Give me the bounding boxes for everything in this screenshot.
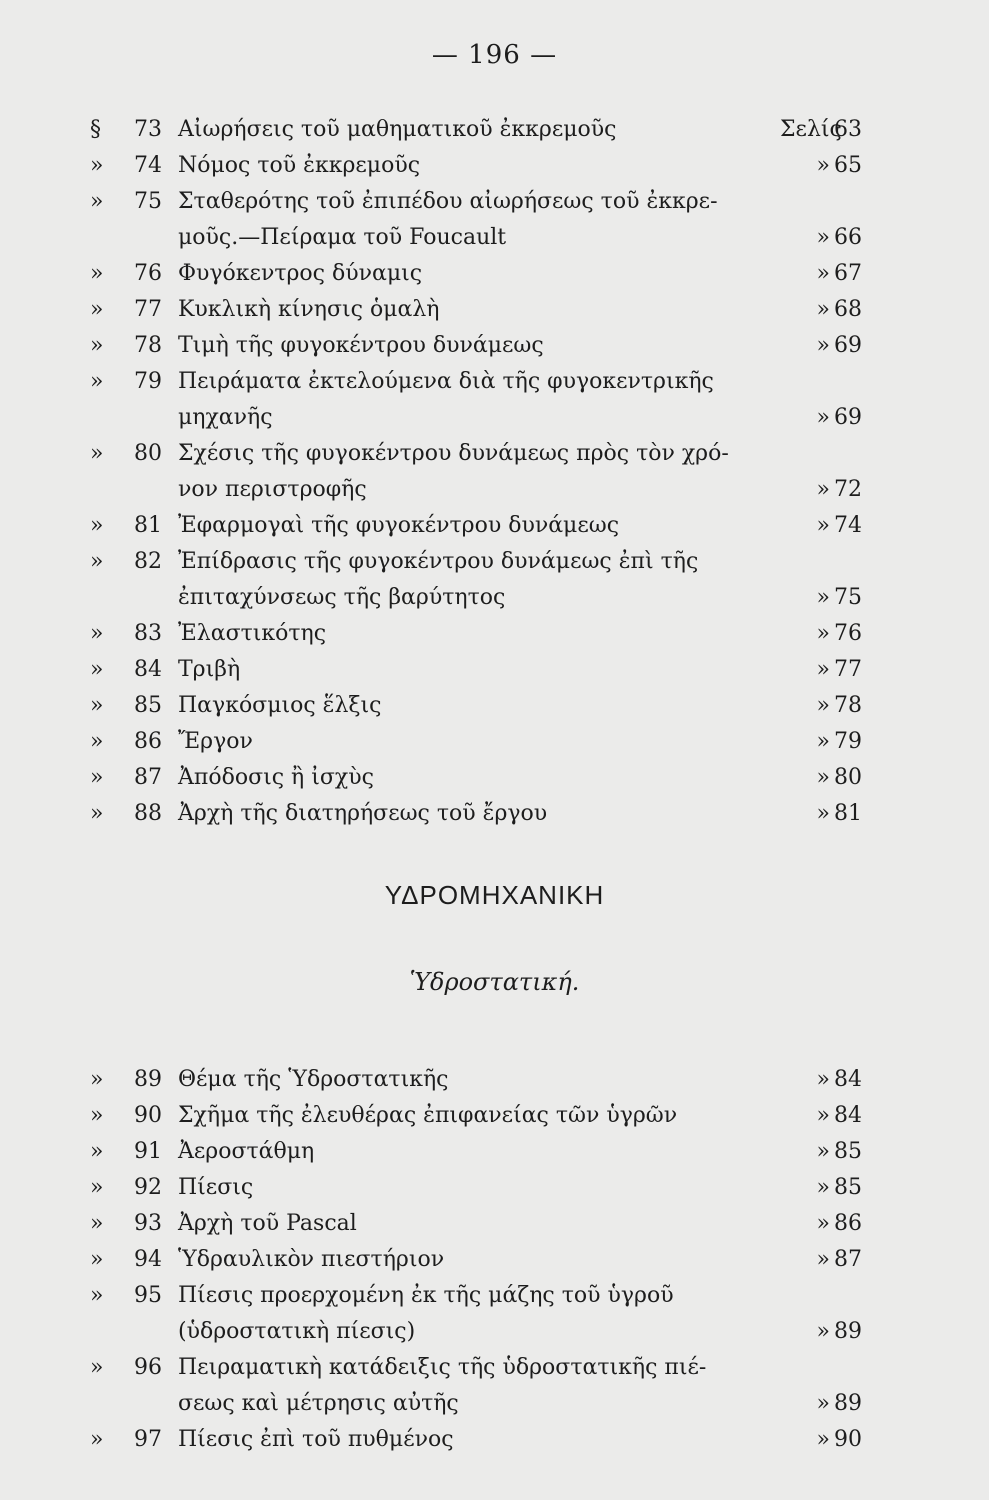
entry-title: Σχέσις τῆς φυγοκέντρου δυνάμεως πρὸς τὸν χρό- xyxy=(178,441,729,466)
ditto-mark: » xyxy=(816,513,830,538)
toc-entry xyxy=(0,436,989,476)
entry-page: 69 xyxy=(834,405,862,430)
entry-number: 95 xyxy=(134,1283,162,1308)
toc-entry-continuation xyxy=(0,220,989,260)
ditto-mark: » xyxy=(90,549,104,574)
ditto-mark: » xyxy=(90,801,104,826)
entry-page: 74 xyxy=(834,513,862,538)
ditto-mark: » xyxy=(90,729,104,754)
ditto-mark: » xyxy=(816,621,830,646)
entry-number: 83 xyxy=(134,621,162,646)
toc-entry xyxy=(0,1134,989,1174)
ditto-mark: » xyxy=(90,369,104,394)
ditto-mark: » xyxy=(816,225,830,250)
entry-number: 92 xyxy=(134,1175,162,1200)
entry-title: Αἰωρήσεις τοῦ μαθηματικοῦ ἐκκρεμοῦς xyxy=(178,117,617,142)
entry-page: 84 xyxy=(834,1067,862,1092)
entry-title: Τιμὴ τῆς φυγοκέντρου δυνάμεως xyxy=(178,333,544,358)
entry-page: 75 xyxy=(834,585,862,610)
ditto-mark: » xyxy=(816,1103,830,1128)
toc-entry xyxy=(0,652,989,692)
ditto-mark: » xyxy=(90,261,104,286)
entry-title: Ἐφαρμογαὶ τῆς φυγοκέντρου δυνάμεως xyxy=(178,513,620,538)
entry-number: 84 xyxy=(134,657,162,682)
ditto-mark: » xyxy=(90,657,104,682)
page-label: Σελίς xyxy=(780,117,842,142)
entry-title-continued: μοῦς.—Πείραμα τοῦ Foucault xyxy=(178,225,507,250)
entry-page: 89 xyxy=(834,1319,862,1344)
toc-entry-continuation xyxy=(0,580,989,620)
toc-entry xyxy=(0,688,989,728)
entry-page: 86 xyxy=(834,1211,862,1236)
entry-title: Ἀρχὴ τῆς διατηρήσεως τοῦ ἔργου xyxy=(178,801,548,826)
entry-number: 73 xyxy=(134,117,162,142)
toc-entry xyxy=(0,256,989,296)
ditto-mark: » xyxy=(90,1211,104,1236)
toc-entry xyxy=(0,616,989,656)
ditto-mark: » xyxy=(816,297,830,322)
entry-number: 96 xyxy=(134,1355,162,1380)
entry-page: 84 xyxy=(834,1103,862,1128)
ditto-mark: » xyxy=(816,765,830,790)
ditto-mark: » xyxy=(90,621,104,646)
entry-number: 85 xyxy=(134,693,162,718)
entry-title: Φυγόκεντρος δύναμις xyxy=(178,261,423,286)
toc-entry xyxy=(0,1206,989,1246)
entry-page: 85 xyxy=(834,1175,862,1200)
entry-title: Ἐπίδρασις τῆς φυγοκέντρου δυνάμεως ἐπὶ τῆς xyxy=(178,549,699,574)
toc-entry xyxy=(0,1062,989,1102)
ditto-mark: » xyxy=(816,585,830,610)
ditto-mark: » xyxy=(90,333,104,358)
entry-title: Παγκόσμιος ἕλξις xyxy=(178,693,382,718)
ditto-mark: » xyxy=(90,297,104,322)
ditto-mark: » xyxy=(90,1139,104,1164)
toc-entry xyxy=(0,1242,989,1282)
ditto-mark: » xyxy=(816,1391,830,1416)
entry-page: 80 xyxy=(834,765,862,790)
entry-page: 78 xyxy=(834,693,862,718)
ditto-mark: » xyxy=(816,1067,830,1092)
ditto-mark: » xyxy=(816,1247,830,1272)
entry-number: 88 xyxy=(134,801,162,826)
ditto-mark: » xyxy=(816,729,830,754)
entry-title: Πίεσις xyxy=(178,1175,254,1200)
entry-page: 89 xyxy=(834,1391,862,1416)
entry-page: 90 xyxy=(834,1427,862,1452)
toc-entry xyxy=(0,796,989,836)
entry-number: 80 xyxy=(134,441,162,466)
ditto-mark: » xyxy=(90,693,104,718)
entry-page: 69 xyxy=(834,333,862,358)
ditto-mark: » xyxy=(816,477,830,502)
entry-number: 78 xyxy=(134,333,162,358)
entry-page: 72 xyxy=(834,477,862,502)
toc-entry xyxy=(0,1098,989,1138)
entry-title: Πίεσις ἐπὶ τοῦ πυθμένος xyxy=(178,1427,454,1452)
toc-entry xyxy=(0,148,989,188)
ditto-mark: » xyxy=(816,405,830,430)
entry-page: 76 xyxy=(834,621,862,646)
entry-number: 75 xyxy=(134,189,162,214)
toc-entry xyxy=(0,508,989,548)
toc-entry xyxy=(0,760,989,800)
ditto-mark: » xyxy=(90,513,104,538)
entry-number: 82 xyxy=(134,549,162,574)
entry-title: Πειραματικὴ κατάδειξις τῆς ὑδροστατικῆς πιέ- xyxy=(178,1355,707,1380)
ditto-mark: » xyxy=(816,333,830,358)
ditto-mark: » xyxy=(90,1427,104,1452)
entry-page: 65 xyxy=(834,153,862,178)
ditto-mark: » xyxy=(816,657,830,682)
entry-title-continued: σεως καὶ μέτρησις αὐτῆς xyxy=(178,1391,459,1416)
entry-title: Θέμα τῆς Ὑδροστατικῆς xyxy=(178,1067,449,1092)
toc-entry xyxy=(0,724,989,764)
entry-title: Ἐλαστικότης xyxy=(178,621,327,646)
section-mark: § xyxy=(90,117,101,142)
entry-number: 93 xyxy=(134,1211,162,1236)
toc-entry xyxy=(0,364,989,404)
page-number: — 196 — xyxy=(431,40,558,70)
ditto-mark: » xyxy=(90,153,104,178)
entry-number: 76 xyxy=(134,261,162,286)
toc-entry xyxy=(0,292,989,332)
entry-page: 85 xyxy=(834,1139,862,1164)
ditto-mark: » xyxy=(90,1103,104,1128)
ditto-mark: » xyxy=(816,1139,830,1164)
toc-entry-continuation xyxy=(0,1314,989,1354)
toc-entry-continuation xyxy=(0,472,989,512)
entry-page: 63 xyxy=(834,117,862,142)
toc-entry xyxy=(0,184,989,224)
entry-number: 91 xyxy=(134,1139,162,1164)
ditto-mark: » xyxy=(90,765,104,790)
entry-title: Ἀρχὴ τοῦ Pascal xyxy=(178,1211,357,1236)
toc-entry xyxy=(0,1278,989,1318)
ditto-mark: » xyxy=(90,189,104,214)
entry-number: 81 xyxy=(134,513,162,538)
ditto-mark: » xyxy=(816,153,830,178)
entry-number: 77 xyxy=(134,297,162,322)
entry-number: 86 xyxy=(134,729,162,754)
ditto-mark: » xyxy=(816,1319,830,1344)
entry-title: Τριβὴ xyxy=(178,657,241,682)
entry-title: Σχῆμα τῆς ἐλευθέρας ἐπιφανείας τῶν ὑγρῶν xyxy=(178,1103,678,1128)
toc-entry-continuation xyxy=(0,1386,989,1426)
toc-entry xyxy=(0,1350,989,1390)
entry-title-continued: (ὑδροστατικὴ πίεσις) xyxy=(178,1319,416,1344)
entry-title: Πίεσις προερχομένη ἐκ τῆς μάζης τοῦ ὑγροῦ xyxy=(178,1283,674,1308)
ditto-mark: » xyxy=(90,1283,104,1308)
chapter-heading: ΥΔΡΟΜΗΧΑΝΙΚΗ xyxy=(384,880,605,910)
toc-entry xyxy=(0,1422,989,1462)
entry-page: 77 xyxy=(834,657,862,682)
toc-entry xyxy=(0,1170,989,1210)
ditto-mark: » xyxy=(816,1427,830,1452)
ditto-mark: » xyxy=(816,693,830,718)
entry-title: Ὑδραυλικὸν πιεστήριον xyxy=(178,1247,445,1272)
ditto-mark: » xyxy=(816,1211,830,1236)
entry-title-continued: νον περιστροφῆς xyxy=(178,477,367,502)
toc-entry-continuation xyxy=(0,400,989,440)
entry-title: Νόμος τοῦ ἐκκρεμοῦς xyxy=(178,153,421,178)
entry-page: 87 xyxy=(834,1247,862,1272)
entry-page: 81 xyxy=(834,801,862,826)
ditto-mark: » xyxy=(90,1067,104,1092)
entry-title-continued: ἐπιταχύνσεως τῆς βαρύτητος xyxy=(178,585,506,610)
entry-page: 67 xyxy=(834,261,862,286)
ditto-mark: » xyxy=(90,1175,104,1200)
entry-title: Ἀπόδοσις ἢ ἰσχὺς xyxy=(178,765,374,790)
entry-number: 79 xyxy=(134,369,162,394)
entry-page: 66 xyxy=(834,225,862,250)
entry-number: 74 xyxy=(134,153,162,178)
entry-number: 97 xyxy=(134,1427,162,1452)
entry-number: 89 xyxy=(134,1067,162,1092)
ditto-mark: » xyxy=(816,1175,830,1200)
toc-entry xyxy=(0,112,989,152)
ditto-mark: » xyxy=(90,1247,104,1272)
ditto-mark: » xyxy=(816,261,830,286)
entry-number: 90 xyxy=(134,1103,162,1128)
ditto-mark: » xyxy=(90,441,104,466)
entry-title: Ἀεροστάθμη xyxy=(178,1139,315,1164)
toc-entry xyxy=(0,328,989,368)
entry-page: 79 xyxy=(834,729,862,754)
entry-title-continued: μηχανῆς xyxy=(178,405,273,430)
entry-title: Σταθερότης τοῦ ἐπιπέδου αἰωρήσεως τοῦ ἐκκρε- xyxy=(178,189,718,214)
ditto-mark: » xyxy=(90,1355,104,1380)
section-heading: Ὑδροστατική. xyxy=(409,968,580,996)
entry-title: Πειράματα ἐκτελούμενα διὰ τῆς φυγοκεντρικῆς xyxy=(178,369,714,394)
entry-number: 94 xyxy=(134,1247,162,1272)
toc-entry xyxy=(0,544,989,584)
ditto-mark: » xyxy=(816,801,830,826)
entry-number: 87 xyxy=(134,765,162,790)
entry-title: Κυκλικὴ κίνησις ὁμαλὴ xyxy=(178,297,440,322)
entry-page: 68 xyxy=(834,297,862,322)
entry-title: Ἔργον xyxy=(178,729,253,754)
